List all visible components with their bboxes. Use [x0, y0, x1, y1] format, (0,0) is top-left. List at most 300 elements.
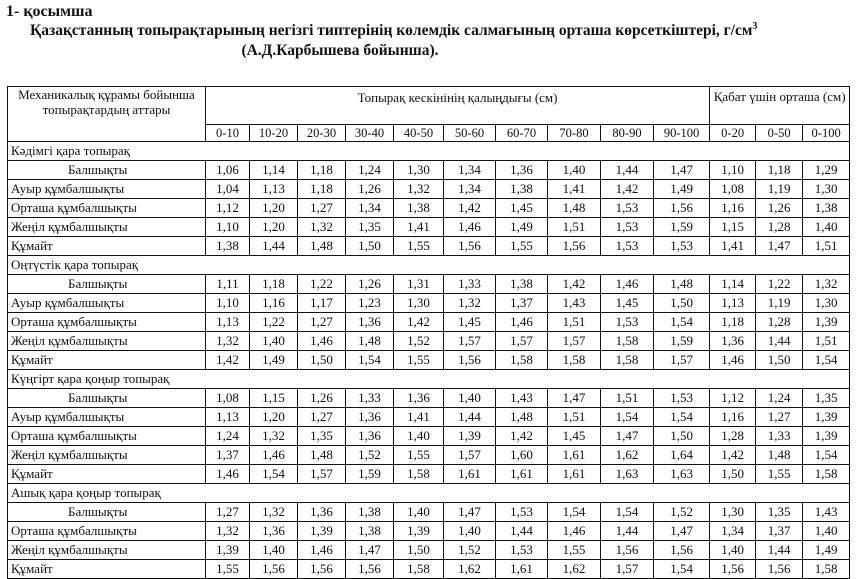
appendix-label: 1- қосымша	[6, 3, 93, 20]
density-value-cell: 1,40	[250, 332, 298, 351]
density-value-cell: 1,52	[394, 332, 444, 351]
density-value-cell: 1,32	[206, 332, 250, 351]
depth-col-header: 40-50	[394, 125, 444, 142]
density-value-cell: 1,24	[346, 161, 394, 180]
average-value-cell: 1,54	[803, 351, 850, 370]
average-value-cell: 1,50	[756, 351, 803, 370]
table-row	[8, 218, 850, 237]
density-value-cell: 1,10	[206, 294, 250, 313]
soil-group-title: Кәдімгі қара топырақ	[8, 142, 850, 161]
soil-texture-name: Жеңіл құмбалшықты	[8, 541, 206, 560]
soil-texture-name: Орташа құмбалшықты	[8, 313, 206, 332]
density-value-cell: 1,26	[298, 389, 346, 408]
density-value-cell: 1,56	[298, 560, 346, 579]
density-value-cell: 1,45	[496, 199, 548, 218]
density-value-cell: 1,41	[548, 180, 601, 199]
soil-texture-name: Жеңіл құмбалшықты	[8, 446, 206, 465]
average-value-cell: 1,10	[710, 161, 756, 180]
depth-col-header: 10-20	[250, 125, 298, 142]
depth-col-header: 70-80	[548, 125, 601, 142]
density-value-cell: 1,56	[601, 541, 654, 560]
density-value-cell: 1,47	[654, 522, 710, 541]
density-value-cell: 1,35	[346, 218, 394, 237]
density-value-cell: 1,59	[346, 465, 394, 484]
average-value-cell: 1,42	[710, 446, 756, 465]
density-value-cell: 1,48	[346, 332, 394, 351]
soil-texture-name: Құмайт	[8, 560, 206, 579]
table-row	[8, 237, 850, 256]
density-value-cell: 1,57	[444, 446, 496, 465]
density-value-cell: 1,32	[444, 294, 496, 313]
title-line-1	[30, 21, 850, 41]
average-value-cell: 1,24	[756, 389, 803, 408]
average-value-cell: 1,35	[756, 503, 803, 522]
average-value-cell: 1,43	[803, 503, 850, 522]
density-value-cell: 1,39	[206, 541, 250, 560]
density-value-cell: 1,36	[298, 503, 346, 522]
density-value-cell: 1,61	[496, 465, 548, 484]
density-value-cell: 1,59	[654, 332, 710, 351]
density-value-cell: 1,42	[601, 180, 654, 199]
density-value-cell: 1,39	[298, 522, 346, 541]
density-value-cell: 1,51	[548, 218, 601, 237]
density-value-cell: 1,39	[394, 522, 444, 541]
density-value-cell: 1,32	[250, 503, 298, 522]
density-value-cell: 1,55	[394, 351, 444, 370]
average-value-cell: 1,51	[803, 237, 850, 256]
density-value-cell: 1,46	[548, 522, 601, 541]
density-value-cell: 1,54	[601, 503, 654, 522]
table-row	[8, 465, 850, 484]
average-value-cell: 1,12	[710, 389, 756, 408]
density-value-cell: 1,51	[548, 313, 601, 332]
density-value-cell: 1,51	[601, 389, 654, 408]
density-value-cell: 1,32	[206, 522, 250, 541]
average-value-cell: 1,30	[803, 294, 850, 313]
table-row	[8, 408, 850, 427]
density-value-cell: 1,46	[206, 465, 250, 484]
depth-col-header: 20-30	[298, 125, 346, 142]
density-value-cell: 1,32	[250, 427, 298, 446]
average-value-cell: 1,44	[756, 541, 803, 560]
density-value-cell: 1,12	[206, 199, 250, 218]
average-value-cell: 1,14	[710, 275, 756, 294]
soil-texture-name: Құмайт	[8, 351, 206, 370]
average-value-cell: 1,40	[803, 522, 850, 541]
table-row	[8, 427, 850, 446]
density-value-cell: 1,50	[654, 427, 710, 446]
density-value-cell: 1,47	[346, 541, 394, 560]
density-value-cell: 1,32	[394, 180, 444, 199]
density-value-cell: 1,55	[394, 237, 444, 256]
average-col-header: 0-20	[710, 125, 756, 142]
density-value-cell: 1,13	[206, 313, 250, 332]
density-value-cell: 1,56	[548, 237, 601, 256]
density-value-cell: 1,46	[298, 332, 346, 351]
average-value-cell: 1,22	[756, 275, 803, 294]
density-value-cell: 1,54	[346, 351, 394, 370]
average-header: Қабат үшін орташа (см)	[710, 87, 850, 125]
density-value-cell: 1,53	[601, 313, 654, 332]
average-value-cell: 1,32	[803, 275, 850, 294]
density-value-cell: 1,62	[444, 560, 496, 579]
density-value-cell: 1,11	[206, 275, 250, 294]
table-body	[8, 142, 850, 579]
density-value-cell: 1,53	[601, 237, 654, 256]
average-value-cell: 1,30	[710, 503, 756, 522]
density-value-cell: 1,50	[654, 294, 710, 313]
soil-texture-name: Балшықты	[8, 503, 206, 522]
density-value-cell: 1,47	[548, 389, 601, 408]
density-value-cell: 1,18	[298, 161, 346, 180]
average-value-cell: 1,40	[803, 218, 850, 237]
table-row	[8, 446, 850, 465]
density-value-cell: 1,63	[601, 465, 654, 484]
soil-texture-name: Құмайт	[8, 465, 206, 484]
density-value-cell: 1,59	[654, 218, 710, 237]
density-value-cell: 1,36	[394, 389, 444, 408]
density-value-cell: 1,61	[548, 446, 601, 465]
average-value-cell: 1,51	[803, 332, 850, 351]
average-value-cell: 1,19	[756, 180, 803, 199]
density-value-cell: 1,06	[206, 161, 250, 180]
density-value-cell: 1,39	[444, 427, 496, 446]
average-value-cell: 1,13	[710, 294, 756, 313]
density-value-cell: 1,52	[654, 503, 710, 522]
density-value-cell: 1,36	[250, 522, 298, 541]
density-value-cell: 1,22	[250, 313, 298, 332]
density-value-cell: 1,63	[654, 465, 710, 484]
density-value-cell: 1,55	[394, 446, 444, 465]
density-value-cell: 1,58	[548, 351, 601, 370]
density-value-cell: 1,34	[346, 199, 394, 218]
density-value-cell: 1,58	[394, 465, 444, 484]
density-value-cell: 1,18	[250, 275, 298, 294]
density-value-cell: 1,58	[601, 332, 654, 351]
density-value-cell: 1,47	[444, 503, 496, 522]
density-value-cell: 1,64	[654, 446, 710, 465]
density-value-cell: 1,55	[548, 541, 601, 560]
density-value-cell: 1,31	[394, 275, 444, 294]
average-value-cell: 1,15	[710, 218, 756, 237]
density-value-cell: 1,36	[496, 161, 548, 180]
average-col-header: 0-100	[803, 125, 850, 142]
density-value-cell: 1,42	[496, 427, 548, 446]
density-value-cell: 1,53	[601, 218, 654, 237]
density-value-cell: 1,04	[206, 180, 250, 199]
soil-group-title: Оңтүстік қара топырақ	[8, 256, 850, 275]
density-value-cell: 1,57	[496, 332, 548, 351]
density-value-cell: 1,44	[250, 237, 298, 256]
density-value-cell: 1,48	[298, 446, 346, 465]
density-value-cell: 1,36	[346, 313, 394, 332]
density-value-cell: 1,44	[601, 522, 654, 541]
density-value-cell: 1,47	[654, 161, 710, 180]
density-value-cell: 1,57	[298, 465, 346, 484]
soil-texture-name: Жеңіл құмбалшықты	[8, 332, 206, 351]
depth-col-header: 80-90	[601, 125, 654, 142]
density-value-cell: 1,49	[496, 218, 548, 237]
density-value-cell: 1,52	[444, 541, 496, 560]
density-value-cell: 1,38	[496, 275, 548, 294]
density-value-cell: 1,38	[394, 199, 444, 218]
average-value-cell: 1,28	[756, 313, 803, 332]
average-col-header: 0-50	[756, 125, 803, 142]
density-value-cell: 1,37	[206, 446, 250, 465]
table-row	[8, 180, 850, 199]
density-value-cell: 1,57	[548, 332, 601, 351]
density-value-cell: 1,45	[601, 294, 654, 313]
density-value-cell: 1,60	[496, 446, 548, 465]
density-value-cell: 1,33	[444, 275, 496, 294]
average-value-cell: 1,58	[803, 465, 850, 484]
density-value-cell: 1,27	[298, 408, 346, 427]
density-value-cell: 1,49	[250, 351, 298, 370]
average-value-cell: 1,55	[756, 465, 803, 484]
density-value-cell: 1,40	[250, 541, 298, 560]
density-value-cell: 1,26	[346, 180, 394, 199]
average-value-cell: 1,27	[756, 408, 803, 427]
depth-col-header: 0-10	[206, 125, 250, 142]
density-value-cell: 1,53	[654, 237, 710, 256]
soil-texture-name: Балшықты	[8, 275, 206, 294]
soil-group-row	[8, 484, 850, 503]
density-value-cell: 1,53	[496, 503, 548, 522]
average-value-cell: 1,16	[710, 408, 756, 427]
depth-col-header: 50-60	[444, 125, 496, 142]
soil-group-row	[8, 256, 850, 275]
soil-group-title: Күңгірт қара қоңыр топырақ	[8, 370, 850, 389]
density-value-cell: 1,62	[548, 560, 601, 579]
density-value-cell: 1,18	[298, 180, 346, 199]
density-value-cell: 1,46	[298, 541, 346, 560]
density-value-cell: 1,17	[298, 294, 346, 313]
average-value-cell: 1,35	[803, 389, 850, 408]
soil-texture-name: Ауыр құмбалшықты	[8, 294, 206, 313]
density-value-cell: 1,50	[346, 237, 394, 256]
density-value-cell: 1,56	[346, 560, 394, 579]
title-text: Қазақстанның топырақтарының негізгі типтерінің көлемдік салмағының орташа көрсеткіштері, г/см	[30, 22, 753, 39]
average-value-cell: 1,48	[756, 446, 803, 465]
density-value-cell: 1,34	[444, 161, 496, 180]
average-value-cell: 1,39	[803, 408, 850, 427]
density-value-cell: 1,61	[496, 560, 548, 579]
density-value-cell: 1,55	[206, 560, 250, 579]
soil-density-table	[7, 86, 850, 579]
average-value-cell: 1,50	[710, 465, 756, 484]
density-value-cell: 1,54	[654, 313, 710, 332]
soil-name-header: Механикалық құрамы бойынша топырақтардың аттары	[8, 87, 206, 142]
density-value-cell: 1,38	[346, 522, 394, 541]
table-header	[8, 87, 850, 142]
density-value-cell: 1,38	[346, 503, 394, 522]
density-value-cell: 1,40	[548, 161, 601, 180]
average-value-cell: 1,38	[803, 199, 850, 218]
density-value-cell: 1,22	[298, 275, 346, 294]
density-value-cell: 1,48	[298, 237, 346, 256]
density-value-cell: 1,08	[206, 389, 250, 408]
average-value-cell: 1,33	[756, 427, 803, 446]
average-value-cell: 1,08	[710, 180, 756, 199]
density-value-cell: 1,43	[548, 294, 601, 313]
density-value-cell: 1,57	[654, 351, 710, 370]
density-value-cell: 1,36	[346, 427, 394, 446]
density-value-cell: 1,20	[250, 408, 298, 427]
density-value-cell: 1,52	[346, 446, 394, 465]
density-value-cell: 1,44	[601, 161, 654, 180]
density-value-cell: 1,38	[496, 180, 548, 199]
density-value-cell: 1,61	[548, 465, 601, 484]
density-value-cell: 1,48	[548, 199, 601, 218]
density-value-cell: 1,57	[444, 332, 496, 351]
soil-texture-name: Орташа құмбалшықты	[8, 199, 206, 218]
soil-group-row	[8, 142, 850, 161]
density-value-cell: 1,46	[250, 446, 298, 465]
soil-texture-name: Ауыр құмбалшықты	[8, 180, 206, 199]
average-value-cell: 1,28	[756, 218, 803, 237]
density-value-cell: 1,46	[444, 218, 496, 237]
density-value-cell: 1,10	[206, 218, 250, 237]
density-value-cell: 1,61	[444, 465, 496, 484]
density-value-cell: 1,56	[654, 541, 710, 560]
density-value-cell: 1,20	[250, 199, 298, 218]
density-value-cell: 1,13	[206, 408, 250, 427]
soil-texture-name: Жеңіл құмбалшықты	[8, 218, 206, 237]
density-value-cell: 1,62	[601, 446, 654, 465]
density-value-cell: 1,54	[548, 503, 601, 522]
density-value-cell: 1,53	[654, 389, 710, 408]
average-value-cell: 1,46	[710, 351, 756, 370]
density-value-cell: 1,42	[206, 351, 250, 370]
density-value-cell: 1,58	[496, 351, 548, 370]
average-value-cell: 1,36	[710, 332, 756, 351]
density-value-cell: 1,46	[601, 275, 654, 294]
density-value-cell: 1,27	[298, 313, 346, 332]
density-value-cell: 1,58	[601, 351, 654, 370]
density-value-cell: 1,40	[394, 503, 444, 522]
density-value-cell: 1,54	[250, 465, 298, 484]
density-value-cell: 1,51	[548, 408, 601, 427]
density-value-cell: 1,30	[394, 161, 444, 180]
table-row	[8, 313, 850, 332]
average-value-cell: 1,56	[756, 560, 803, 579]
average-value-cell: 1,40	[710, 541, 756, 560]
table-row	[8, 275, 850, 294]
density-value-cell: 1,58	[394, 560, 444, 579]
density-value-cell: 1,35	[298, 427, 346, 446]
table-row	[8, 522, 850, 541]
table-row	[8, 503, 850, 522]
density-value-cell: 1,57	[601, 560, 654, 579]
average-value-cell: 1,39	[803, 313, 850, 332]
density-value-cell: 1,38	[206, 237, 250, 256]
density-value-cell: 1,42	[548, 275, 601, 294]
density-value-cell: 1,13	[250, 180, 298, 199]
depth-col-header: 30-40	[346, 125, 394, 142]
density-value-cell: 1,54	[601, 408, 654, 427]
density-value-cell: 1,54	[654, 408, 710, 427]
density-value-cell: 1,40	[444, 522, 496, 541]
density-value-cell: 1,27	[298, 199, 346, 218]
average-value-cell: 1,44	[756, 332, 803, 351]
table-row	[8, 389, 850, 408]
density-value-cell: 1,37	[496, 294, 548, 313]
depth-col-header: 60-70	[496, 125, 548, 142]
density-value-cell: 1,23	[346, 294, 394, 313]
average-value-cell: 1,37	[756, 522, 803, 541]
depth-col-header: 90-100	[654, 125, 710, 142]
density-value-cell: 1,42	[394, 313, 444, 332]
density-value-cell: 1,15	[250, 389, 298, 408]
density-value-cell: 1,36	[346, 408, 394, 427]
density-value-cell: 1,47	[601, 427, 654, 446]
density-value-cell: 1,27	[206, 503, 250, 522]
density-value-cell: 1,41	[394, 218, 444, 237]
table-row	[8, 161, 850, 180]
density-value-cell: 1,26	[346, 275, 394, 294]
soil-texture-name: Орташа құмбалшықты	[8, 522, 206, 541]
density-value-cell: 1,55	[496, 237, 548, 256]
average-value-cell: 1,41	[710, 237, 756, 256]
density-value-cell: 1,53	[496, 541, 548, 560]
density-value-cell: 1,16	[250, 294, 298, 313]
depth-header: Топырақ кескінінің қалыңдығы (см)	[206, 87, 710, 125]
table-row	[8, 199, 850, 218]
average-value-cell: 1,39	[803, 427, 850, 446]
average-value-cell: 1,47	[756, 237, 803, 256]
title-unit-superscript: 3	[752, 20, 758, 32]
density-value-cell: 1,56	[444, 237, 496, 256]
average-value-cell: 1,18	[756, 161, 803, 180]
density-value-cell: 1,44	[444, 408, 496, 427]
density-value-cell: 1,43	[496, 389, 548, 408]
average-value-cell: 1,18	[710, 313, 756, 332]
density-value-cell: 1,56	[654, 199, 710, 218]
table-row	[8, 560, 850, 579]
density-value-cell: 1,40	[394, 427, 444, 446]
soil-texture-name: Ауыр құмбалшықты	[8, 408, 206, 427]
soil-texture-name: Құмайт	[8, 237, 206, 256]
density-value-cell: 1,54	[654, 560, 710, 579]
density-value-cell: 1,49	[654, 180, 710, 199]
soil-texture-name: Балшықты	[8, 161, 206, 180]
density-value-cell: 1,56	[250, 560, 298, 579]
density-value-cell: 1,41	[394, 408, 444, 427]
density-value-cell: 1,24	[206, 427, 250, 446]
density-value-cell: 1,44	[496, 522, 548, 541]
average-value-cell: 1,56	[710, 560, 756, 579]
average-value-cell: 1,29	[803, 161, 850, 180]
density-value-cell: 1,42	[444, 199, 496, 218]
table-row	[8, 351, 850, 370]
density-value-cell: 1,33	[346, 389, 394, 408]
document-title	[30, 21, 850, 61]
density-value-cell: 1,50	[298, 351, 346, 370]
density-value-cell: 1,45	[444, 313, 496, 332]
density-value-cell: 1,56	[444, 351, 496, 370]
density-value-cell: 1,20	[250, 218, 298, 237]
average-value-cell: 1,26	[756, 199, 803, 218]
average-value-cell: 1,34	[710, 522, 756, 541]
density-value-cell: 1,48	[654, 275, 710, 294]
density-value-cell: 1,53	[601, 199, 654, 218]
density-value-cell: 1,14	[250, 161, 298, 180]
density-value-cell: 1,34	[444, 180, 496, 199]
table-row	[8, 332, 850, 351]
soil-group-title: Ашық қара қоңыр топырақ	[8, 484, 850, 503]
average-value-cell: 1,16	[710, 199, 756, 218]
average-value-cell: 1,58	[803, 560, 850, 579]
